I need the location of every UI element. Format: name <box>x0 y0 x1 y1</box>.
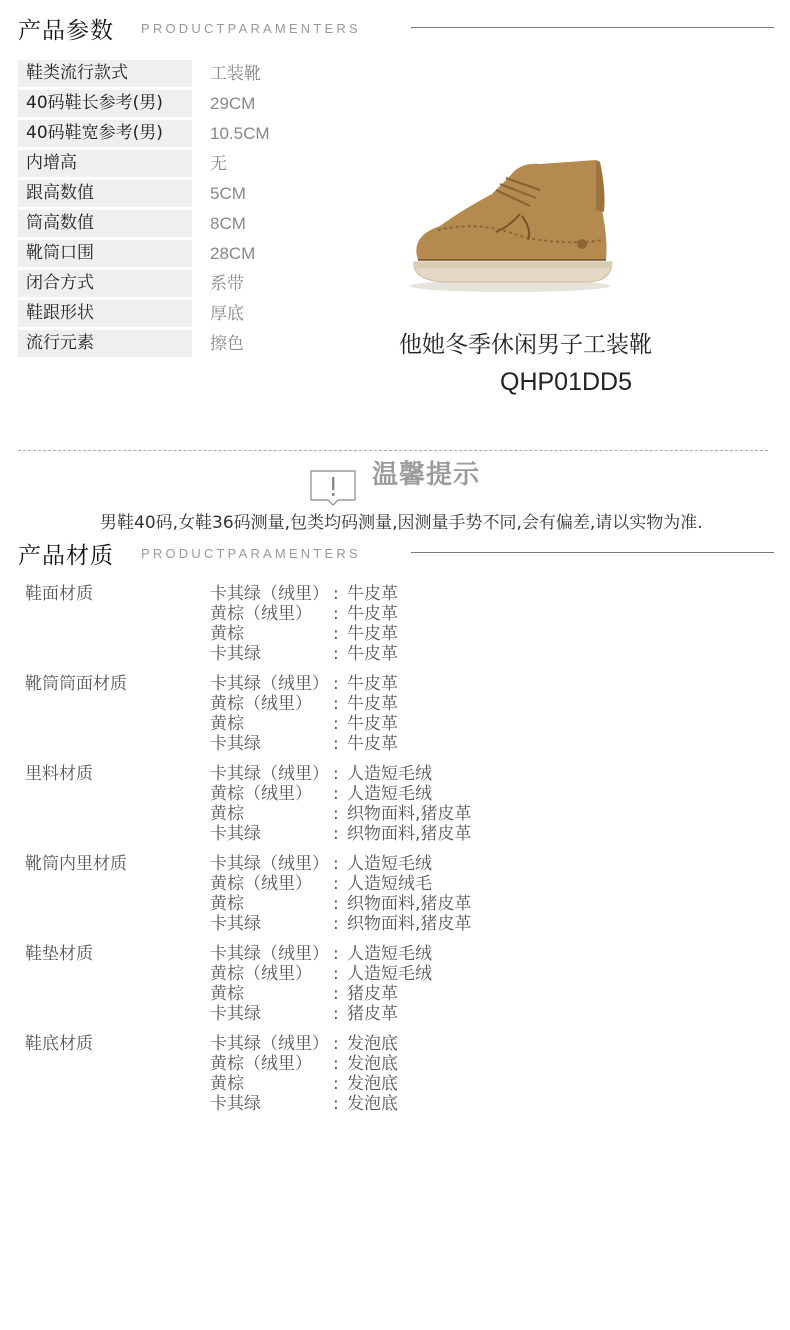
material-separator: : <box>333 1074 339 1094</box>
material-part: 鞋垫材质 <box>25 944 93 964</box>
param-row <box>18 330 318 360</box>
material-part: 靴筒内里材质 <box>25 854 127 874</box>
param-row <box>18 90 318 120</box>
material-group <box>25 674 625 764</box>
section-subtitle: PRODUCTPARAMENTERS <box>141 546 361 561</box>
material-value: 牛皮革 <box>347 624 398 644</box>
material-separator: : <box>333 784 339 804</box>
material-group <box>25 584 625 674</box>
material-separator: : <box>333 1004 339 1024</box>
material-color: 黄棕 <box>210 894 244 914</box>
material-value: 猪皮革 <box>347 984 398 1004</box>
material-part: 鞋底材质 <box>25 1034 93 1054</box>
section-header-params <box>18 12 774 46</box>
material-color: 卡其绿 <box>210 1004 261 1024</box>
section-title: 产品材质 <box>18 543 114 569</box>
param-value: 擦色 <box>210 334 244 353</box>
param-row <box>18 210 318 240</box>
material-color: 卡其绿（绒里） <box>210 944 329 964</box>
material-color: 黄棕 <box>210 804 244 824</box>
material-color: 黄棕 <box>210 1074 244 1094</box>
material-separator: : <box>333 854 339 874</box>
material-value: 织物面料,猪皮革 <box>347 804 472 824</box>
material-color: 卡其绿（绒里） <box>210 764 329 784</box>
param-row <box>18 300 318 330</box>
material-value: 发泡底 <box>347 1054 398 1074</box>
param-row <box>18 120 318 150</box>
section-title: 产品参数 <box>18 18 114 44</box>
param-key: 内增高 <box>18 150 192 177</box>
material-group <box>25 1034 625 1124</box>
material-separator: : <box>333 964 339 984</box>
material-value: 人造短毛绒 <box>347 784 432 804</box>
material-separator: : <box>333 714 339 734</box>
material-part: 里料材质 <box>25 764 93 784</box>
material-value: 织物面料,猪皮革 <box>347 824 472 844</box>
product-code: QHP01DD5 <box>500 368 632 396</box>
material-value: 牛皮革 <box>347 584 398 604</box>
material-value: 人造短毛绒 <box>347 854 432 874</box>
param-key: 40码鞋长参考(男) <box>18 90 192 117</box>
exclamation-bubble-icon <box>310 470 356 506</box>
material-color: 卡其绿 <box>210 824 261 844</box>
material-value: 牛皮革 <box>347 694 398 714</box>
material-value: 牛皮革 <box>347 714 398 734</box>
material-color: 卡其绿（绒里） <box>210 854 329 874</box>
param-value: 5CM <box>210 184 246 203</box>
material-group <box>25 944 625 1034</box>
param-key: 闭合方式 <box>18 270 192 297</box>
material-color: 卡其绿 <box>210 734 261 754</box>
param-key: 40码鞋宽参考(男) <box>18 120 192 147</box>
material-color: 卡其绿 <box>210 644 261 664</box>
material-separator: : <box>333 804 339 824</box>
material-separator: : <box>333 644 339 664</box>
material-value: 人造短绒毛 <box>347 874 432 894</box>
material-value: 人造短毛绒 <box>347 944 432 964</box>
param-value: 10.5CM <box>210 124 270 143</box>
material-separator: : <box>333 944 339 964</box>
param-value: 28CM <box>210 244 256 263</box>
material-color: 卡其绿 <box>210 1094 261 1114</box>
material-group <box>25 854 625 944</box>
material-separator: : <box>333 914 339 934</box>
param-value: 8CM <box>210 214 246 233</box>
param-value: 无 <box>210 154 227 173</box>
param-key: 靴筒口围 <box>18 240 192 267</box>
material-color: 黄棕（绒里） <box>210 604 312 624</box>
notice-title: 温馨提示 <box>372 460 481 490</box>
material-value: 人造短毛绒 <box>347 964 432 984</box>
material-color: 黄棕 <box>210 714 244 734</box>
notice-text: 男鞋40码,女鞋36码测量,包类均码测量,因测量手势不同,会有偏差,请以实物为准. <box>100 513 703 533</box>
material-color: 黄棕（绒里） <box>210 1054 312 1074</box>
material-color: 黄棕（绒里） <box>210 784 312 804</box>
material-color: 卡其绿（绒里） <box>210 584 329 604</box>
material-color: 卡其绿（绒里） <box>210 1034 329 1054</box>
material-part: 鞋面材质 <box>25 584 93 604</box>
material-color: 卡其绿 <box>210 914 261 934</box>
material-separator: : <box>333 674 339 694</box>
material-color: 卡其绿（绒里） <box>210 674 329 694</box>
param-row <box>18 180 318 210</box>
product-image <box>400 150 620 300</box>
product-name: 他她冬季休闲男子工装靴 <box>399 332 652 358</box>
material-value: 牛皮革 <box>347 674 398 694</box>
section-subtitle: PRODUCTPARAMENTERS <box>141 21 361 36</box>
material-separator: : <box>333 604 339 624</box>
material-value: 发泡底 <box>347 1034 398 1054</box>
material-value: 猪皮革 <box>347 1004 398 1024</box>
material-color: 黄棕 <box>210 624 244 644</box>
material-separator: : <box>333 824 339 844</box>
params-table <box>18 60 318 360</box>
param-key: 跟高数值 <box>18 180 192 207</box>
param-key: 流行元素 <box>18 330 192 357</box>
material-separator: : <box>333 1034 339 1054</box>
material-value: 牛皮革 <box>347 644 398 664</box>
material-separator: : <box>333 894 339 914</box>
param-key: 鞋类流行款式 <box>18 60 192 87</box>
param-value: 系带 <box>210 274 244 293</box>
section-divider <box>411 27 774 28</box>
material-separator: : <box>333 734 339 754</box>
material-group <box>25 764 625 854</box>
material-part: 靴筒筒面材质 <box>25 674 127 694</box>
material-value: 发泡底 <box>347 1074 398 1094</box>
material-color: 黄棕（绒里） <box>210 694 312 714</box>
material-separator: : <box>333 874 339 894</box>
param-row <box>18 240 318 270</box>
material-value: 牛皮革 <box>347 604 398 624</box>
section-header-materials <box>18 537 774 571</box>
material-value: 人造短毛绒 <box>347 764 432 784</box>
material-separator: : <box>333 984 339 1004</box>
param-row <box>18 60 318 90</box>
param-value: 29CM <box>210 94 256 113</box>
material-color: 黄棕（绒里） <box>210 874 312 894</box>
material-color: 黄棕 <box>210 984 244 1004</box>
dashed-divider <box>18 450 768 451</box>
material-value: 牛皮革 <box>347 734 398 754</box>
material-separator: : <box>333 1054 339 1074</box>
material-value: 织物面料,猪皮革 <box>347 894 472 914</box>
param-value: 工装靴 <box>210 64 261 83</box>
section-divider <box>411 552 774 553</box>
param-row <box>18 270 318 300</box>
material-value: 发泡底 <box>347 1094 398 1114</box>
material-value: 织物面料,猪皮革 <box>347 914 472 934</box>
material-color: 黄棕（绒里） <box>210 964 312 984</box>
material-separator: : <box>333 624 339 644</box>
material-separator: : <box>333 764 339 784</box>
param-key: 筒高数值 <box>18 210 192 237</box>
param-row <box>18 150 318 180</box>
param-value: 厚底 <box>210 304 244 323</box>
param-key: 鞋跟形状 <box>18 300 192 327</box>
materials-list <box>25 584 625 1124</box>
material-separator: : <box>333 1094 339 1114</box>
material-separator: : <box>333 694 339 714</box>
material-separator: : <box>333 584 339 604</box>
